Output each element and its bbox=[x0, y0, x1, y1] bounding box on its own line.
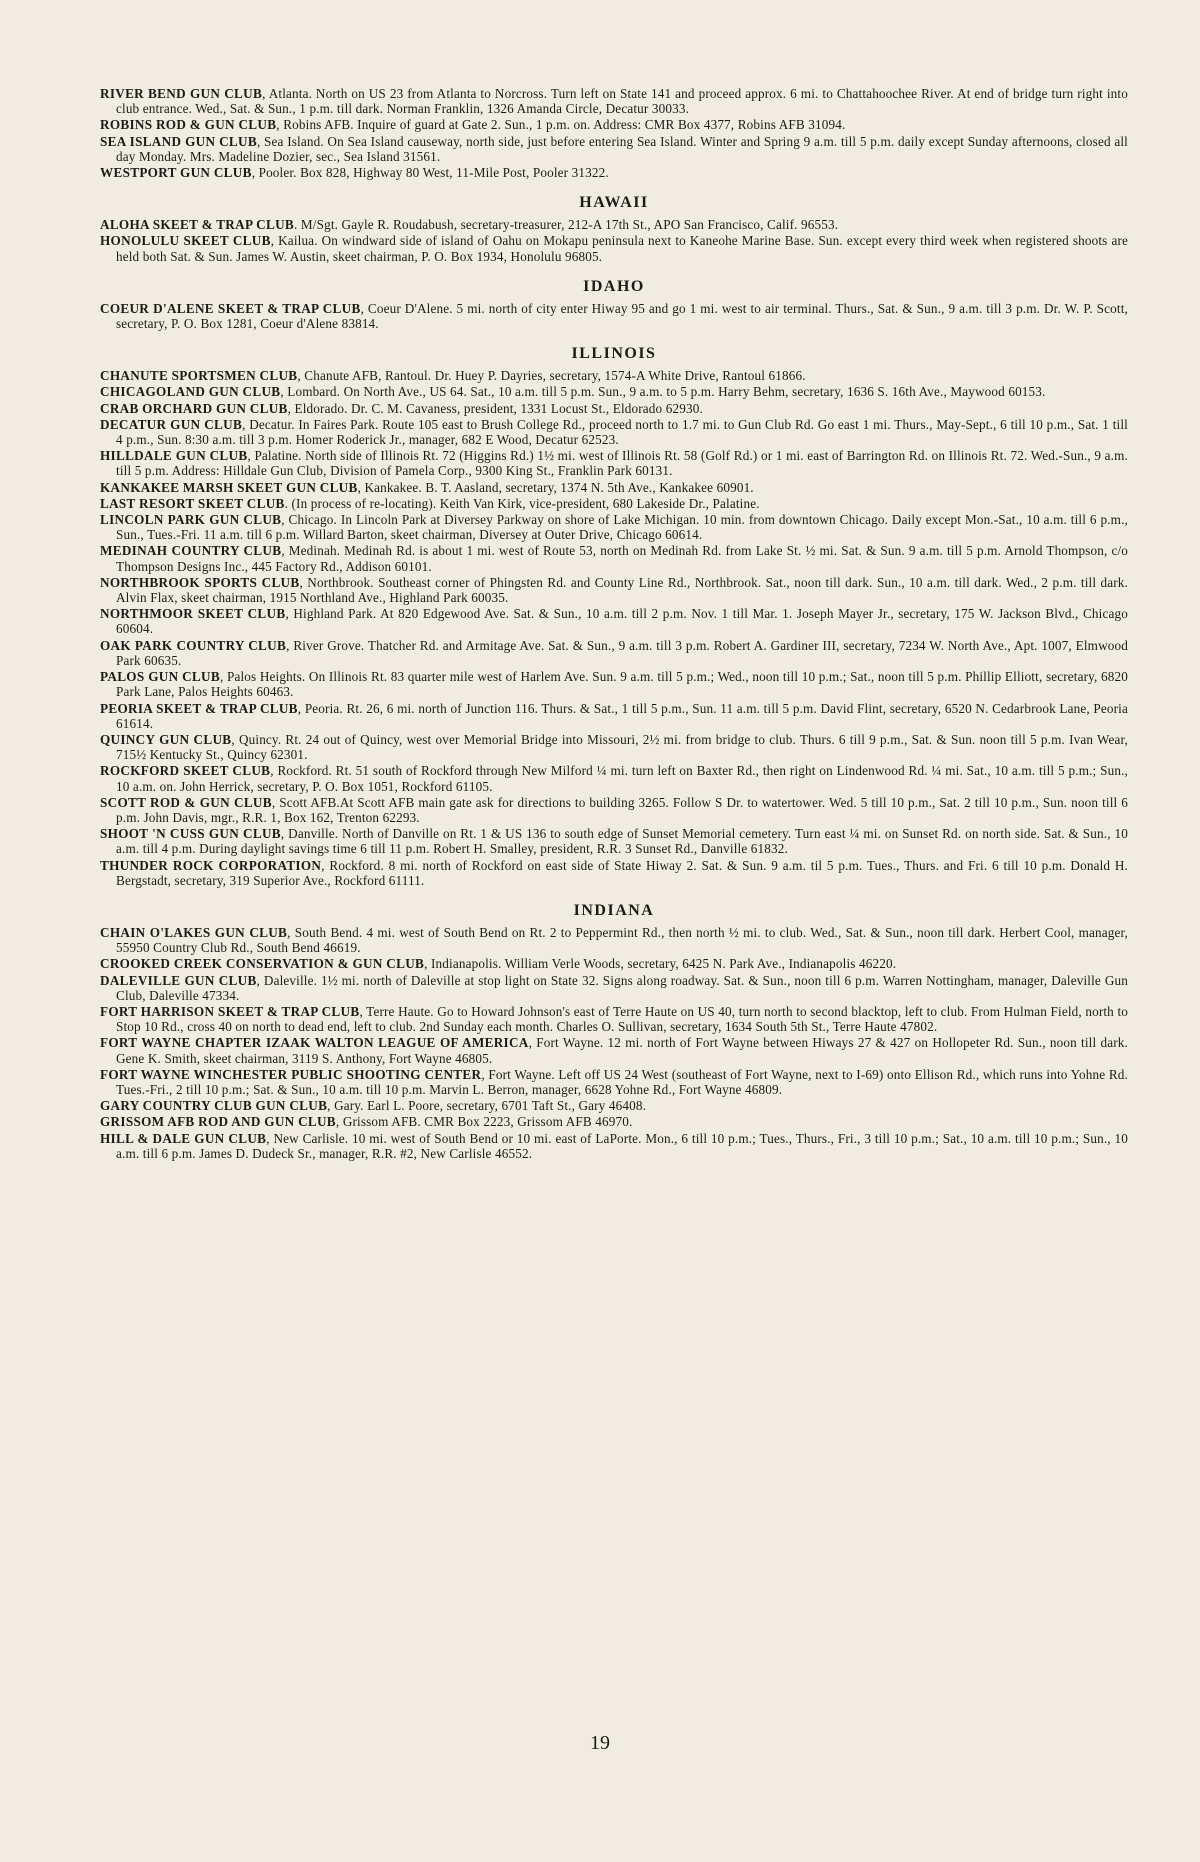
club-entry bbox=[100, 732, 1128, 762]
club-name: CHAIN O'LAKES GUN CLUB bbox=[100, 924, 288, 940]
club-details: . M/Sgt. Gayle R. Roudabush, secretary-treasurer, 212-A 17th St., APO San Francisco, Calif. 96553. bbox=[294, 217, 839, 233]
club-entry bbox=[100, 795, 1128, 825]
club-details: , Highland Park. At 820 Edgewood Ave. Sat. & Sun., 10 a.m. till 2 p.m. Nov. 1 till Mar. 1. Joseph Mayer Jr., secretary, 175 W. Jackson Blvd., Chicago 60604. bbox=[116, 606, 1128, 637]
club-name: SHOOT 'N CUSS GUN CLUB bbox=[100, 826, 281, 842]
club-entry bbox=[100, 1131, 1128, 1161]
club-details: , Kailua. On windward side of island of Oahu on Mokapu peninsula next to Kaneohe Marine Base. Sun. except every third week when registered shoots are held both Sat. & Sun. James W. Austin, skeet chairman, P. O. Box 1934, Honolulu 96805. bbox=[116, 233, 1128, 264]
club-entry bbox=[100, 606, 1128, 636]
club-name: CHANUTE SPORTSMEN CLUB bbox=[100, 368, 298, 384]
directory-content bbox=[100, 86, 1128, 1161]
club-entry bbox=[100, 543, 1128, 573]
club-entry bbox=[100, 217, 1128, 232]
club-entry bbox=[100, 86, 1128, 116]
club-entry bbox=[100, 973, 1128, 1003]
club-name: LINCOLN PARK GUN CLUB bbox=[100, 512, 282, 528]
club-entry bbox=[100, 368, 1128, 383]
club-details: , Coeur D'Alene. 5 mi. north of city enter Hiway 95 and go 1 mi. west to air terminal. Thurs., Sat. & Sun., 9 a.m. till 3 p.m. Dr. W. P. Scott, secretary, P. O. Box 1281, Coeur d'Alene 83814. bbox=[116, 300, 1128, 332]
club-entry bbox=[100, 117, 1128, 132]
club-name: CROOKED CREEK CONSERVATION & GUN CLUB bbox=[100, 956, 425, 972]
club-name: HONOLULU SKEET CLUB bbox=[100, 233, 271, 249]
club-name: KANKAKEE MARSH SKEET GUN CLUB bbox=[100, 479, 358, 495]
club-entry bbox=[100, 638, 1128, 668]
club-details: , Fort Wayne. Left off US 24 West (southeast of Fort Wayne, next to I-69) onto Ellison Rd., which runs into Yohne Rd. Tues.-Fri., 2 till 10 p.m.; Sat. & Sun., 10 a.m. till 10 p.m. Marvin L. Berron, manager, 6628 Yohne Rd., Fort Wayne 46809. bbox=[116, 1066, 1128, 1097]
club-details: , Pooler. Box 828, Highway 80 West, 11-Mile Post, Pooler 31322. bbox=[251, 165, 609, 181]
club-name: PEORIA SKEET & TRAP CLUB bbox=[100, 700, 298, 716]
club-details: , Atlanta. North on US 23 from Atlanta to Norcross. Turn left on State 141 and proceed approx. 6 mi. to Chattahoochee River. At end of bridge turn right into club entrance. Wed., Sat. & Sun., 1 p.m. till dark. Norman Franklin, 1326 Amanda Circle, Decatur 30033. bbox=[116, 86, 1128, 117]
club-name: SEA ISLAND GUN CLUB bbox=[100, 133, 257, 149]
club-name: COEUR D'ALENE SKEET & TRAP CLUB bbox=[100, 300, 361, 316]
club-entry bbox=[100, 858, 1128, 888]
club-name: NORTHBROOK SPORTS CLUB bbox=[100, 574, 300, 590]
club-entry bbox=[100, 763, 1128, 793]
club-name: ROBINS ROD & GUN CLUB bbox=[100, 117, 277, 133]
club-entry bbox=[100, 301, 1128, 331]
club-entry bbox=[100, 1067, 1128, 1097]
club-name: OAK PARK COUNTRY CLUB bbox=[100, 637, 287, 653]
state-heading: IDAHO bbox=[583, 277, 645, 295]
club-name: WESTPORT GUN CLUB bbox=[100, 165, 252, 181]
club-details: , South Bend. 4 mi. west of South Bend on Rt. 2 to Peppermint Rd., then north ½ mi. to club. Wed., Sat. & Sun., noon till dark. Herbert Cool, manager, 55950 Country Club Rd., South Bend 46619. bbox=[116, 924, 1128, 956]
club-details: , Grissom AFB. CMR Box 2223, Grissom AFB 46970. bbox=[335, 1114, 633, 1130]
club-entry bbox=[100, 480, 1128, 495]
club-details: . (In process of re-locating). Keith Van Kirk, vice-president, 680 Lakeside Dr., Palatine. bbox=[284, 495, 760, 511]
club-entry bbox=[100, 1004, 1128, 1034]
page-number: 19 bbox=[590, 1732, 610, 1754]
club-name: SCOTT ROD & GUN CLUB bbox=[100, 794, 272, 810]
club-entry bbox=[100, 384, 1128, 399]
club-name: DECATUR GUN CLUB bbox=[100, 416, 243, 432]
club-details: , Quincy. Rt. 24 out of Quincy, west over Memorial Bridge into Missouri, 2½ mi. from bridge to club. Thurs. 6 till 9 p.m., Sat. & Sun. noon till 5 p.m. Ivan Wear, 715½ Kentucky St., Quincy 62301. bbox=[116, 731, 1128, 763]
club-name: CRAB ORCHARD GUN CLUB bbox=[100, 400, 288, 416]
club-details: , Danville. North of Danville on Rt. 1 & US 136 to south edge of Sunset Memorial cemetery. Turn east ¼ mi. on Sunset Rd. on north side. Sat. & Sun., 10 a.m. till 4 p.m. During daylight savings time 6 till 11 p.m. Robert H. Smalley, president, R.R. 3 Sunset Rd., Danville 61832. bbox=[116, 826, 1128, 857]
club-name: FORT WAYNE WINCHESTER PUBLIC SHOOTING CENTER bbox=[100, 1066, 482, 1082]
club-details: , Daleville. 1½ mi. north of Daleville at stop light on State 32. Signs along roadway. Sat. & Sun., noon till 6 p.m. Warren Nottingham, manager, Daleville Gun Club, Daleville 47334. bbox=[116, 972, 1128, 1003]
club-entry bbox=[100, 448, 1128, 478]
state-heading: HAWAII bbox=[579, 194, 649, 212]
club-details: , Decatur. In Faires Park. Route 105 east to Brush College Rd., proceed north to 1.7 mi. to Gun Club Rd. Go east 1 mi. Thurs., May-Sept., 6 till 10 p.m., Sat. 1 till 4 p.m., Sun. 8:30 a.m. till 3 p.m. Homer Roderick Jr., manager, 682 E Wood, Decatur 62523. bbox=[116, 416, 1128, 448]
club-details: , Terre Haute. Go to Howard Johnson's east of Terre Haute on US 40, turn north to second blacktop, left to club. From Hulman Field, north to Stop 10 Rd., cross 40 on north to dead end, left to club. 2nd Sunday each month. Charles O. Sullivan, secretary, 1634 South 5th St., Terre Haute 47802. bbox=[116, 1003, 1129, 1035]
club-name: HILLDALE GUN CLUB bbox=[100, 448, 248, 464]
club-name: FORT WAYNE CHAPTER IZAAK WALTON LEAGUE OF AMERICA bbox=[100, 1035, 529, 1051]
club-name: QUINCY GUN CLUB bbox=[100, 731, 232, 747]
club-entry bbox=[100, 134, 1128, 164]
club-entry bbox=[100, 417, 1128, 447]
club-name: GRISSOM AFB ROD AND GUN CLUB bbox=[100, 1114, 336, 1130]
club-details: , Fort Wayne. 12 mi. north of Fort Wayne between Hiways 27 & 427 on Hollopeter Rd. Sun., noon till dark. Gene K. Smith, skeet chairman, 3119 S. Anthony, Fort Wayne 46805. bbox=[116, 1035, 1128, 1066]
club-entry bbox=[100, 496, 1128, 511]
club-details: , Chanute AFB, Rantoul. Dr. Huey P. Dayries, secretary, 1574-A White Drive, Rantoul 61866. bbox=[297, 368, 806, 384]
club-entry bbox=[100, 925, 1128, 955]
club-details: , Lombard. On North Ave., US 64. Sat., 10 a.m. till 5 p.m. Sun., 9 a.m. to 5 p.m. Harry Behm, secretary, 1636 S. 16th Ave., Maywood 60153. bbox=[280, 384, 1046, 400]
club-details: , Gary. Earl L. Poore, secretary, 6701 Taft St., Gary 46408. bbox=[327, 1098, 647, 1114]
club-details: , Eldorado. Dr. C. M. Cavaness, president, 1331 Locust St., Eldorado 62930. bbox=[287, 400, 703, 416]
club-name: NORTHMOOR SKEET CLUB bbox=[100, 606, 286, 622]
club-details: , Rockford. 8 mi. north of Rockford on east side of State Hiway 2. Sat. & Sun. 9 a.m. til 5 p.m. Tues., Thurs. and Fri. 6 till 10 p.m. Donald H. Bergstadt, secretary, 319 Superior Ave., Rockford 61111. bbox=[116, 857, 1128, 888]
club-name: MEDINAH COUNTRY CLUB bbox=[100, 543, 282, 559]
club-entry bbox=[100, 826, 1128, 856]
club-entry bbox=[100, 701, 1128, 731]
club-details: , Robins AFB. Inquire of guard at Gate 2. Sun., 1 p.m. on. Address: CMR Box 4377, Robins AFB 31094. bbox=[276, 117, 846, 133]
club-details: , Palos Heights. On Illinois Rt. 83 quarter mile west of Harlem Ave. Sun. 9 a.m. till 5 p.m.; Wed., noon till 10 p.m.; Sat., noon till 5 p.m. Phillip Elliott, secretary, 6820 Park Lane, Palos Heights 60463. bbox=[116, 669, 1128, 700]
club-entry bbox=[100, 1098, 1128, 1113]
club-entry bbox=[100, 1114, 1128, 1129]
club-name: GARY COUNTRY CLUB GUN CLUB bbox=[100, 1098, 328, 1114]
club-details: , New Carlisle. 10 mi. west of South Bend or 10 mi. east of LaPorte. Mon., 6 till 10 p.m.; Tues., Thurs., Fri., 3 till 10 p.m.; Sat., 10 a.m. till 10 p.m.; Sun., 10 a.m. till 6 p.m. James D. Dudeck Sr., manager, R.R. #2, New Carlisle 46552. bbox=[116, 1130, 1128, 1161]
club-name: PALOS GUN CLUB bbox=[100, 669, 220, 685]
club-name: ALOHA SKEET & TRAP CLUB bbox=[100, 217, 295, 233]
club-entry bbox=[100, 956, 1128, 971]
state-heading: INDIANA bbox=[573, 901, 655, 919]
club-details: , Chicago. In Lincoln Park at Diversey Parkway on shore of Lake Michigan. 10 min. from downtown Chicago. Daily except Mon.-Sat., 10 a.m. till 6 p.m., Sun., Tues.-Fri. 11 a.m. till 6 p.m. Willard Barton, skeet chairman, Diversey at Outer Drive, Chicago 60614. bbox=[116, 512, 1128, 543]
club-entry bbox=[100, 233, 1128, 263]
club-entry bbox=[100, 669, 1128, 699]
club-details: , Palatine. North side of Illinois Rt. 72 (Higgins Rd.) 1½ mi. west of Illinois Rt. 58 (Golf Rd.) or 1 mi. east of Barrington Rd. on Illinois Rt. 72. Wed.-Sun., 9 a.m. till 5 p.m. Address: Hilldale Gun Club, Division of Pamela Corp., 9300 King St., Franklin Park 60131. bbox=[116, 448, 1128, 479]
club-name: HILL & DALE GUN CLUB bbox=[100, 1130, 267, 1146]
club-entry bbox=[100, 165, 1128, 180]
club-details: , Medinah. Medinah Rd. is about 1 mi. west of Route 53, north on Medinah Rd. from Lake St. ½ mi. Sat. & Sun. 9 a.m. till 5 p.m. Arnold Thompson, c/o Thompson Designs Inc., 445 Factory Rd., Addison 60101. bbox=[116, 543, 1129, 574]
club-details: , Peoria. Rt. 26, 6 mi. north of Junction 116. Thurs. & Sat., 1 till 5 p.m., Sun. 11 a.m. till 5 p.m. David Flint, secretary, 6520 N. Cedarbrook Lane, Peoria 61614. bbox=[116, 700, 1129, 731]
club-name: THUNDER ROCK CORPORATION bbox=[100, 857, 322, 873]
club-name: ROCKFORD SKEET CLUB bbox=[100, 763, 271, 779]
club-name: DALEVILLE GUN CLUB bbox=[100, 972, 257, 988]
club-entry bbox=[100, 401, 1128, 416]
club-entry bbox=[100, 575, 1128, 605]
club-name: CHICAGOLAND GUN CLUB bbox=[100, 384, 281, 400]
state-heading: ILLINOIS bbox=[571, 345, 657, 363]
club-details: , Kankakee. B. T. Aasland, secretary, 1374 N. 5th Ave., Kankakee 60901. bbox=[357, 479, 754, 495]
club-details: , Sea Island. On Sea Island causeway, north side, just before entering Sea Island. Winter and Spring 9 a.m. till 5 p.m. daily except Sunday afternoons, closed all day Monday. Mrs. Madeline Dozier, sec., Sea Island 31561. bbox=[116, 133, 1128, 164]
club-entry bbox=[100, 512, 1128, 542]
club-details: , River Grove. Thatcher Rd. and Armitage Ave. Sat. & Sun., 9 a.m. till 3 p.m. Robert A. Gardiner III, secretary, 7234 W. North Ave., Apt. 1007, Elmwood Park 60635. bbox=[116, 637, 1128, 668]
club-details: , Northbrook. Southeast corner of Phingsten Rd. and County Line Rd., Northbrook. Sat., noon till dark. Sun., 10 a.m. till dark. Wed., 2 p.m. till dark. Alvin Flax, skeet chairman, 1915 Northland Ave., Highland Park 60035. bbox=[116, 574, 1128, 606]
club-entry bbox=[100, 1035, 1128, 1065]
club-details: , Indianapolis. William Verle Woods, secretary, 6425 N. Park Ave., Indianapolis 46220. bbox=[424, 956, 897, 972]
club-name: LAST RESORT SKEET CLUB bbox=[100, 495, 285, 511]
club-name: RIVER BEND GUN CLUB bbox=[100, 86, 263, 101]
club-name: FORT HARRISON SKEET & TRAP CLUB bbox=[100, 1003, 360, 1019]
club-details: , Scott AFB.At Scott AFB main gate ask for directions to building 3265. Follow S Dr. to watertower. Wed. 5 till 10 p.m., Sat. 2 till 10 p.m., Sun. noon till 6 p.m. John Davis, mgr., R.R. 1, Box 162, Trenton 62293. bbox=[116, 794, 1129, 825]
club-details: , Rockford. Rt. 51 south of Rockford through New Milford ¼ mi. turn left on Baxter Rd., then right on Lindenwood Rd. ¼ mi. Sat., 10 a.m. till 5 p.m.; Sun., 10 a.m. on. John Herrick, secretary, P. O. Box 1051, Rockford 61105. bbox=[116, 763, 1128, 794]
